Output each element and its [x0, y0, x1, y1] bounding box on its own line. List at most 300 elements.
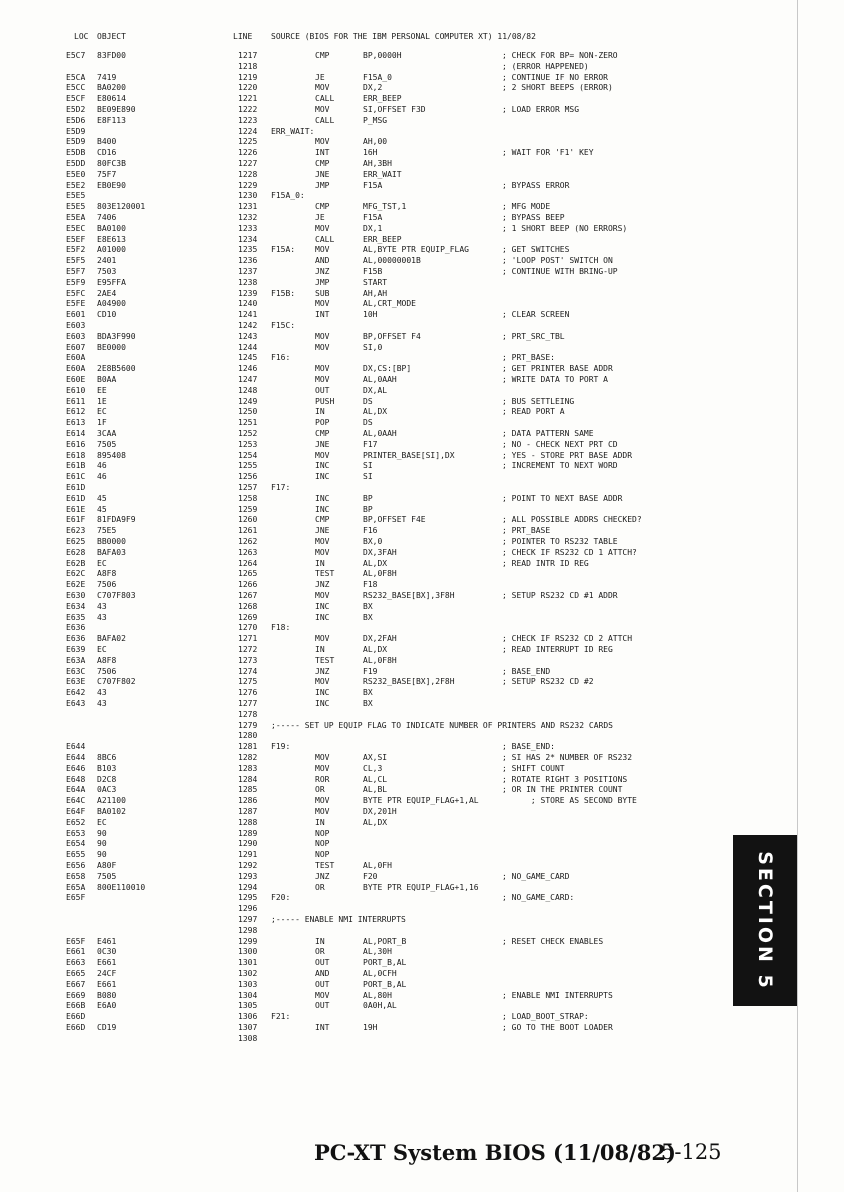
listing-row — [0, 872, 797, 882]
line-number: 1297 — [238, 915, 258, 924]
listing-row — [0, 137, 797, 147]
operand-cell: AH,00 — [363, 137, 388, 147]
listing-row — [0, 926, 797, 936]
opcode-cell: IN — [315, 645, 325, 654]
comment-cell: ; READ INTR ID REG — [502, 558, 589, 568]
object-cell: E461 — [97, 936, 117, 946]
comment-cell: ; GO TO THE BOOT LOADER — [502, 1023, 613, 1032]
object-cell: 803E120001 — [97, 202, 146, 212]
line-number: 1250 — [238, 407, 258, 417]
line-number: 1293 — [238, 871, 258, 881]
line-number: 1226 — [238, 148, 258, 158]
comment-cell: ; OR IN THE PRINTER COUNT — [502, 785, 623, 795]
object-cell: 7506 — [97, 580, 117, 590]
comment-cell: ; READ INTERRUPT ID REG — [502, 645, 613, 654]
loc-cell: E5FC — [66, 288, 86, 298]
operand-cell: F15A — [363, 213, 383, 222]
object-cell: 75F7 — [97, 169, 117, 179]
object-cell: 2E8B5600 — [97, 364, 136, 374]
loc-cell: E5F5 — [66, 256, 86, 266]
opcode-cell: OUT — [315, 958, 330, 968]
opcode-cell: OUT — [315, 385, 330, 395]
operand-cell: P_MSG — [363, 115, 388, 125]
object-cell: 24CF — [97, 969, 117, 978]
label-cell: F17: — [271, 483, 291, 492]
line-number: 1224 — [238, 126, 258, 136]
loc-cell: E654 — [66, 839, 86, 849]
listing-row — [0, 1001, 797, 1011]
line-number: 1238 — [238, 277, 258, 287]
listing-row — [0, 267, 797, 277]
operand-cell: SI — [363, 472, 373, 482]
opcode-cell: CALL — [315, 94, 335, 104]
line-number: 1299 — [238, 936, 258, 946]
operand-cell: F20 — [363, 871, 378, 881]
object-cell: 2401 — [97, 256, 117, 266]
comment-cell: ; BYPASS ERROR — [502, 180, 570, 190]
line-number: 1273 — [238, 655, 258, 665]
object-cell: EC — [97, 645, 107, 654]
object-cell: BE09E890 — [97, 105, 136, 114]
loc-cell: E636 — [66, 634, 86, 644]
object-cell: 800E110010 — [97, 882, 146, 892]
listing-row — [0, 947, 797, 957]
loc-cell: E652 — [66, 817, 86, 827]
opcode-cell: JNE — [315, 439, 330, 449]
listing-row — [0, 159, 797, 169]
opcode-cell: MOV — [315, 796, 330, 806]
listing-row — [0, 677, 797, 687]
listing-row — [0, 893, 797, 903]
listing-row — [0, 731, 797, 741]
line-number: 1276 — [238, 688, 258, 698]
loc-cell: E648 — [66, 774, 86, 784]
loc-cell: E610 — [66, 385, 86, 395]
loc-cell: E65F — [66, 936, 86, 946]
opcode-cell: CALL — [315, 234, 335, 244]
line-number: 1303 — [238, 979, 258, 989]
operand-cell: DX,CS:[BP] — [363, 364, 412, 374]
line-number: 1253 — [238, 439, 258, 449]
opcode-cell: JNZ — [315, 267, 330, 276]
loc-cell: E61D — [66, 483, 86, 492]
listing-row — [0, 721, 797, 731]
operand-cell: AL,DX — [363, 645, 388, 654]
operand-cell: MFG_TST,1 — [363, 202, 407, 212]
line-number: 1258 — [238, 493, 258, 503]
operand-cell: ERR_WAIT — [363, 169, 402, 179]
object-cell: A80F — [97, 861, 117, 870]
listing-row — [0, 62, 797, 72]
loc-cell: E611 — [66, 396, 86, 406]
comment-cell: ; ALL POSSIBLE ADDRS CHECKED? — [502, 515, 642, 525]
listing-row — [0, 623, 797, 633]
line-number: 1278 — [238, 709, 258, 719]
comment-cell: ; PRT_BASE — [502, 526, 551, 536]
line-number: 1308 — [238, 1033, 258, 1043]
listing-row — [0, 256, 797, 266]
loc-cell: E630 — [66, 591, 86, 600]
section-comment: ;----- SET UP EQUIP FLAG TO INDICATE NUMBER OF PRINTERS AND RS232 CARDS — [271, 720, 613, 730]
listing-row — [0, 181, 797, 191]
comment-cell: ; DATA PATTERN SAME — [502, 429, 594, 438]
footer-title: PC-XT System BIOS (11/08/82) — [314, 1140, 676, 1165]
operand-cell: BP,0000H — [363, 51, 402, 60]
object-cell: 7503 — [97, 267, 117, 276]
operand-cell: PORT_B,AL — [363, 958, 407, 968]
line-number: 1271 — [238, 634, 258, 644]
operand-cell: DX,201H — [363, 807, 397, 816]
listing-row — [0, 224, 797, 234]
line-number: 1294 — [238, 882, 258, 892]
loc-cell: E5E5 — [66, 202, 86, 212]
loc-cell: E656 — [66, 861, 86, 870]
comment-cell: ; YES - STORE PRT BASE ADDR — [502, 450, 633, 460]
operand-cell: BX — [363, 612, 373, 622]
object-cell: E661 — [97, 979, 117, 989]
loc-cell: E639 — [66, 645, 86, 654]
loc-cell: E603 — [66, 321, 86, 330]
listing-row — [0, 116, 797, 126]
opcode-cell: MOV — [315, 537, 330, 546]
line-number: 1261 — [238, 526, 258, 536]
operand-cell: DX,2FAH — [363, 634, 397, 644]
opcode-cell: INC — [315, 472, 330, 482]
line-number: 1257 — [238, 483, 258, 492]
loc-cell: E5EF — [66, 234, 86, 244]
loc-cell: E64C — [66, 796, 86, 806]
opcode-cell: OUT — [315, 1001, 330, 1011]
object-cell: C707F802 — [97, 677, 136, 687]
operand-cell: AX,SI — [363, 753, 388, 762]
line-number: 1245 — [238, 353, 258, 363]
object-cell: BA0102 — [97, 807, 126, 816]
comment-cell: ; GET PRINTER BASE ADDR — [502, 364, 613, 374]
loc-cell: E628 — [66, 547, 86, 557]
listing-row — [0, 699, 797, 709]
loc-cell: E623 — [66, 526, 86, 536]
loc-cell: E653 — [66, 828, 86, 838]
opcode-cell: IN — [315, 407, 325, 417]
object-cell: 43 — [97, 699, 107, 708]
operand-cell: DX,1 — [363, 223, 383, 233]
comment-cell: ; BYPASS BEEP — [502, 213, 565, 222]
opcode-cell: INC — [315, 461, 330, 471]
object-cell: 46 — [97, 461, 107, 471]
line-number: 1221 — [238, 94, 258, 104]
operand-cell: F15A_0 — [363, 72, 392, 82]
page-edge — [797, 0, 798, 1192]
object-cell: CD19 — [97, 1023, 117, 1032]
loc-cell: E60A — [66, 364, 86, 374]
line-number: 1307 — [238, 1023, 258, 1032]
loc-cell: E618 — [66, 450, 86, 460]
comment-cell: ; MFG MODE — [502, 202, 551, 212]
operand-cell: ERR_BEEP — [363, 94, 402, 104]
line-number: 1256 — [238, 472, 258, 482]
loc-cell: E61F — [66, 515, 86, 525]
loc-cell: E64A — [66, 785, 86, 795]
loc-cell: E665 — [66, 969, 86, 978]
object-cell: 83FD00 — [97, 51, 126, 60]
loc-cell: E643 — [66, 699, 86, 708]
object-cell: 1F — [97, 418, 107, 428]
loc-cell: E5D9 — [66, 126, 86, 136]
loc-cell: E5E5 — [66, 191, 86, 201]
operand-cell: PRINTER_BASE[SI],DX — [363, 450, 455, 460]
loc-cell: E634 — [66, 601, 86, 611]
listing-row — [0, 634, 797, 644]
object-cell: 46 — [97, 472, 107, 482]
loc-cell: E5D6 — [66, 115, 86, 125]
listing-row — [0, 299, 797, 309]
object-cell: EC — [97, 817, 107, 827]
operand-cell: AL,30H — [363, 947, 392, 957]
listing-row — [0, 850, 797, 860]
line-number: 1230 — [238, 191, 258, 201]
opcode-cell: MOV — [315, 342, 330, 352]
opcode-cell: IN — [315, 817, 325, 827]
object-cell: 3CAA — [97, 429, 117, 438]
opcode-cell: MOV — [315, 245, 330, 255]
loc-cell: E5CC — [66, 83, 86, 93]
opcode-cell: CALL — [315, 115, 335, 125]
operand-cell: BX,0 — [363, 537, 383, 546]
object-cell: E661 — [97, 958, 117, 968]
line-number: 1235 — [238, 245, 258, 255]
opcode-cell: JMP — [315, 180, 330, 190]
object-cell: BE0000 — [97, 342, 126, 352]
listing-row — [0, 397, 797, 407]
loc-cell: E5F2 — [66, 245, 86, 255]
line-number: 1291 — [238, 850, 258, 860]
loc-cell: E5CF — [66, 94, 86, 104]
comment-cell: ; POINT TO NEXT BASE ADDR — [502, 493, 623, 503]
opcode-cell: MOV — [315, 331, 330, 341]
line-number: 1267 — [238, 591, 258, 600]
header-loc: LOC — [74, 32, 89, 41]
object-cell: 75E5 — [97, 526, 117, 536]
listing-row — [0, 51, 797, 61]
opcode-cell: OUT — [315, 979, 330, 989]
opcode-cell: MOV — [315, 375, 330, 384]
loc-cell: E636 — [66, 623, 86, 633]
listing-row — [0, 343, 797, 353]
comment-cell: ; NO_GAME_CARD: — [502, 893, 575, 903]
opcode-cell: OR — [315, 785, 325, 795]
operand-cell: AL,0F8H — [363, 655, 397, 665]
opcode-cell: JNZ — [315, 580, 330, 590]
opcode-cell: MOV — [315, 364, 330, 374]
loc-cell: E612 — [66, 407, 86, 417]
object-cell: 43 — [97, 688, 107, 698]
listing-row — [0, 818, 797, 828]
line-number: 1249 — [238, 396, 258, 406]
object-cell: 1E — [97, 396, 107, 406]
operand-cell: AL,BL — [363, 785, 388, 795]
comment-cell: ; SI HAS 2* NUMBER OF RS232 — [502, 753, 633, 762]
comment-cell: ; ENABLE NMI INTERRUPTS — [502, 990, 613, 1000]
opcode-cell: AND — [315, 969, 330, 978]
line-number: 1286 — [238, 796, 258, 806]
operand-cell: SI — [363, 461, 373, 471]
line-number: 1218 — [238, 61, 258, 71]
loc-cell: E661 — [66, 947, 86, 957]
line-number: 1259 — [238, 504, 258, 514]
operand-cell: F19 — [363, 666, 378, 676]
section-comment: ;----- ENABLE NMI INTERRUPTS — [271, 915, 406, 924]
line-number: 1217 — [238, 51, 258, 60]
line-number: 1266 — [238, 580, 258, 590]
loc-cell: E5DD — [66, 159, 86, 168]
comment-cell: ; 2 SHORT BEEPS (ERROR) — [502, 83, 613, 93]
line-number: 1220 — [238, 83, 258, 93]
opcode-cell: INC — [315, 612, 330, 622]
line-number: 1302 — [238, 969, 258, 978]
operand-cell: RS232_BASE[BX],2F8H — [363, 677, 455, 687]
loc-cell: E625 — [66, 537, 86, 546]
operand-cell: AL,0CFH — [363, 969, 397, 978]
line-number: 1255 — [238, 461, 258, 471]
object-cell: BAFA03 — [97, 547, 126, 557]
header-source: SOURCE (BIOS FOR THE IBM PERSONAL COMPUTER XT) 11/08/82 — [271, 32, 536, 41]
object-cell: E8F113 — [97, 115, 126, 125]
comment-cell: ; RESET CHECK ENABLES — [502, 936, 604, 946]
listing-row — [0, 861, 797, 871]
label-cell: F16: — [271, 353, 291, 363]
object-cell: 81FDA9F9 — [97, 515, 136, 525]
opcode-cell: MOV — [315, 591, 330, 600]
operand-cell: BYTE PTR EQUIP_FLAG+1,16 — [363, 882, 479, 892]
comment-cell: ; CHECK IF RS232 CD 1 ATTCH? — [502, 547, 637, 557]
line-number: 1237 — [238, 267, 258, 276]
loc-cell: E65F — [66, 893, 86, 903]
object-cell: B103 — [97, 763, 117, 773]
comment-cell: ; 'LOOP POST' SWITCH ON — [502, 256, 613, 266]
line-number: 1223 — [238, 115, 258, 125]
line-number: 1232 — [238, 213, 258, 222]
listing-row — [0, 375, 797, 385]
opcode-cell: MOV — [315, 990, 330, 1000]
comment-cell: ; (ERROR HAPPENED) — [502, 61, 589, 71]
object-cell: B400 — [97, 137, 117, 147]
loc-cell: E669 — [66, 990, 86, 1000]
line-number: 1288 — [238, 817, 258, 827]
loc-cell: E5FE — [66, 299, 86, 309]
object-cell: A8F8 — [97, 569, 117, 579]
listing-row — [0, 904, 797, 914]
operand-cell: AL,DX — [363, 817, 388, 827]
operand-cell: AL,0F8H — [363, 569, 397, 579]
listing-row — [0, 937, 797, 947]
listing-row — [0, 980, 797, 990]
label-cell: ERR_WAIT: — [271, 126, 315, 136]
listing-row — [0, 505, 797, 515]
line-number: 1240 — [238, 299, 258, 309]
listing-row — [0, 235, 797, 245]
object-cell: EC — [97, 407, 107, 417]
label-cell: F18: — [271, 623, 291, 633]
object-cell: CD10 — [97, 310, 117, 320]
object-cell: A04900 — [97, 299, 126, 309]
label-cell: F20: — [271, 893, 291, 903]
operand-cell: BYTE PTR EQUIP_FLAG+1,AL — [363, 796, 479, 806]
listing-row — [0, 688, 797, 698]
listing-row — [0, 753, 797, 763]
listing-row — [0, 613, 797, 623]
loc-cell: E667 — [66, 979, 86, 989]
loc-cell: E601 — [66, 310, 86, 320]
object-cell: E8E613 — [97, 234, 126, 244]
listing-row — [0, 148, 797, 158]
comment-cell: ; ROTATE RIGHT 3 POSITIONS — [502, 774, 628, 784]
opcode-cell: MOV — [315, 105, 330, 114]
line-number: 1283 — [238, 763, 258, 773]
line-number: 1277 — [238, 699, 258, 708]
opcode-cell: IN — [315, 936, 325, 946]
line-number: 1264 — [238, 558, 258, 568]
line-number: 1231 — [238, 202, 258, 212]
loc-cell: E60A — [66, 353, 86, 363]
opcode-cell: TEST — [315, 861, 335, 870]
operand-cell: SI,0 — [363, 342, 383, 352]
comment-cell: ; READ PORT A — [502, 407, 565, 417]
line-number: 1301 — [238, 958, 258, 968]
listing-row — [0, 969, 797, 979]
loc-cell: E658 — [66, 871, 86, 881]
listing-row — [0, 839, 797, 849]
operand-cell: AL,80H — [363, 990, 392, 1000]
listing-row — [0, 785, 797, 795]
line-number: 1270 — [238, 623, 258, 633]
listing-row — [0, 569, 797, 579]
operand-cell: AL,0FH — [363, 861, 392, 870]
listing-row — [0, 645, 797, 655]
opcode-cell: JNE — [315, 526, 330, 536]
object-cell: A8F8 — [97, 655, 117, 665]
loc-cell: E63E — [66, 677, 86, 687]
opcode-cell: INT — [315, 1023, 330, 1032]
loc-cell: E65A — [66, 882, 86, 892]
object-cell: 0C30 — [97, 947, 117, 957]
operand-cell: 0A0H,AL — [363, 1001, 397, 1011]
listing-row — [0, 656, 797, 666]
operand-cell: F15A — [363, 180, 383, 190]
line-number: 1292 — [238, 861, 258, 870]
object-cell: 45 — [97, 493, 107, 503]
loc-cell: E646 — [66, 763, 86, 773]
operand-cell: AL,00000001B — [363, 256, 421, 266]
operand-cell: START — [363, 277, 388, 287]
line-number: 1272 — [238, 645, 258, 654]
opcode-cell: AND — [315, 256, 330, 266]
operand-cell: F18 — [363, 580, 378, 590]
loc-cell: E5E2 — [66, 180, 86, 190]
operand-cell: PORT_B,AL — [363, 979, 407, 989]
loc-cell: E5E0 — [66, 169, 86, 179]
opcode-cell: CMP — [315, 159, 330, 168]
opcode-cell: INC — [315, 699, 330, 708]
line-number: 1246 — [238, 364, 258, 374]
line-number: 1242 — [238, 321, 258, 330]
object-cell: BB0000 — [97, 537, 126, 546]
listing-row — [0, 278, 797, 288]
comment-cell: ; CHECK FOR BP= NON-ZERO — [502, 51, 618, 60]
listing-row — [0, 602, 797, 612]
operand-cell: DS — [363, 396, 373, 406]
line-number: 1295 — [238, 893, 258, 903]
opcode-cell: INT — [315, 148, 330, 158]
